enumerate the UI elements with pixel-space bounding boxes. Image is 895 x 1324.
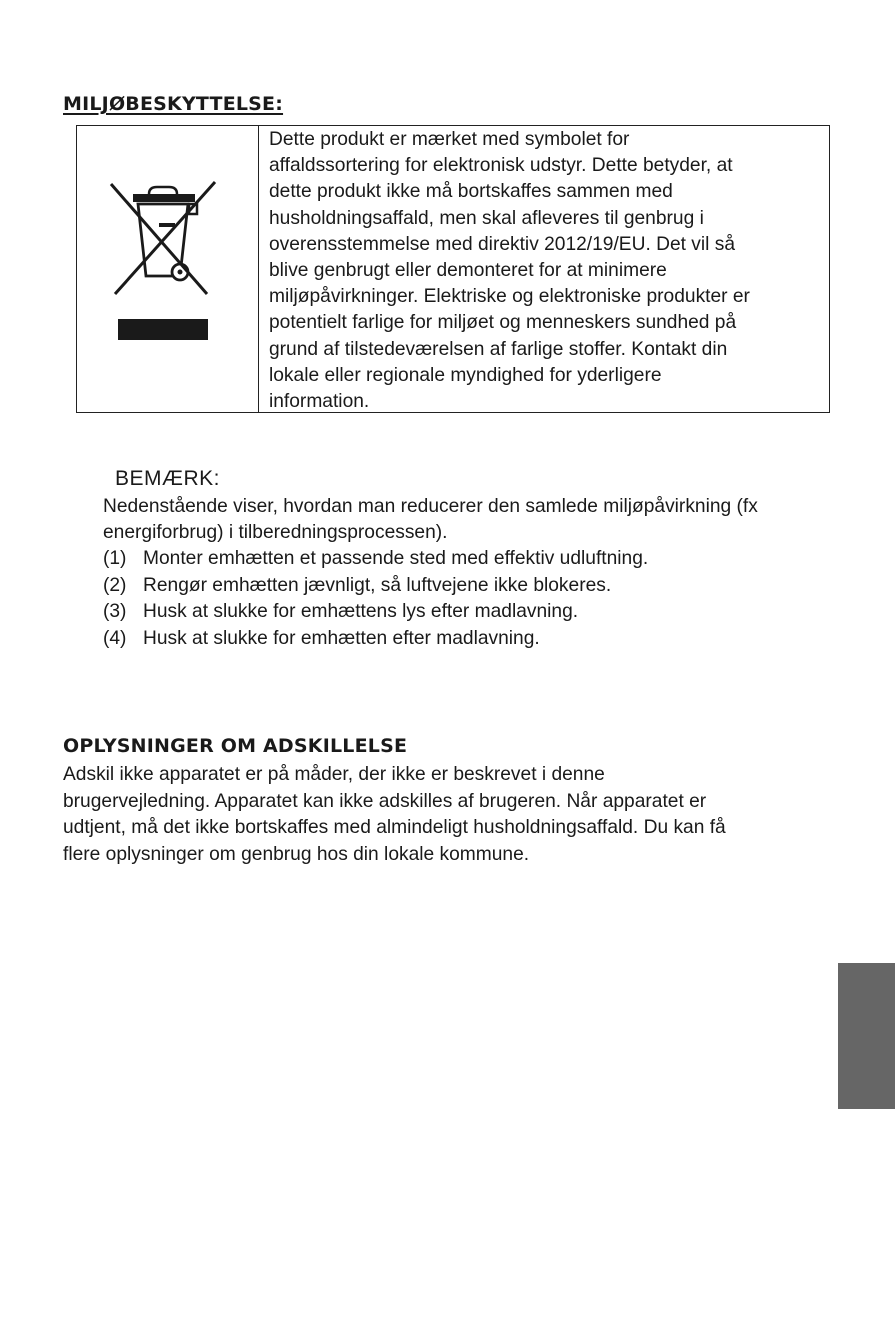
note-list	[103, 546, 843, 652]
section-side-tab	[838, 963, 895, 1109]
list-item-number: (2)	[103, 574, 127, 596]
crossed-out-wheelie-bin-icon	[105, 178, 217, 340]
note-label: BEMÆRK:	[115, 467, 221, 490]
list-item	[103, 546, 843, 573]
list-item-text: Monter emhætten et passende sted med effektiv udluftning.	[143, 548, 649, 569]
weee-notice-box	[76, 125, 830, 413]
list-item-number: (3)	[103, 601, 127, 622]
list-item	[103, 626, 843, 653]
note-section	[103, 466, 843, 652]
list-item-number: (4)	[103, 627, 127, 649]
weee-symbol-cell	[77, 126, 259, 412]
list-item-number: (1)	[103, 548, 127, 569]
list-item-text: Husk at slukke for emhættens lys efter madlavning.	[143, 601, 579, 622]
list-item	[103, 599, 843, 626]
list-item-text: Husk at slukke for emhætten efter madlavning.	[143, 627, 540, 649]
note-intro: Nedenstående viser, hvordan man reducerer den samlede miljøpåvirkning (fx energiforbrug) i tilberedningsprocessen).	[103, 496, 758, 543]
list-item-text: Rengør emhætten jævnligt, så luftvejene ikke blokeres.	[143, 574, 612, 596]
disassembly-text: Adskil ikke apparatet er på måder, der ikke er beskrevet i denne brugervejledning. Apparatet kan ikke adskilles af brugeren. Når apparatet er udtjent, må det ikke bortskaffes med almindeligt husholdningsaffald. Du kan få flere oplysninger om genbrug hos din lokale kommune.	[63, 764, 726, 865]
list-item	[103, 573, 843, 600]
weee-notice-text: Dette produkt er mærket med symbolet for affaldssortering for elektronisk udstyr. Dette betyder, at dette produkt ikke må bortskaffes sammen med husholdningsaffald, men skal afleveres til genbrug i overensstemmelse med direktiv 2012/19/EU. Det vil så blive genbrugt eller demonteret for at minimere miljøpåvirkninger. Elektriske og elektroniske produkter er potentielt farlige for miljøet og menneskers sundhed på grund af tilstedeværelsen af farlige stoffer. Kontakt din lokale eller regionale myndighed for yderligere information.	[269, 129, 750, 413]
environment-heading: MILJØBESKYTTELSE:	[63, 93, 284, 115]
disassembly-heading: OPLYSNINGER OM ADSKILLELSE	[63, 735, 408, 757]
